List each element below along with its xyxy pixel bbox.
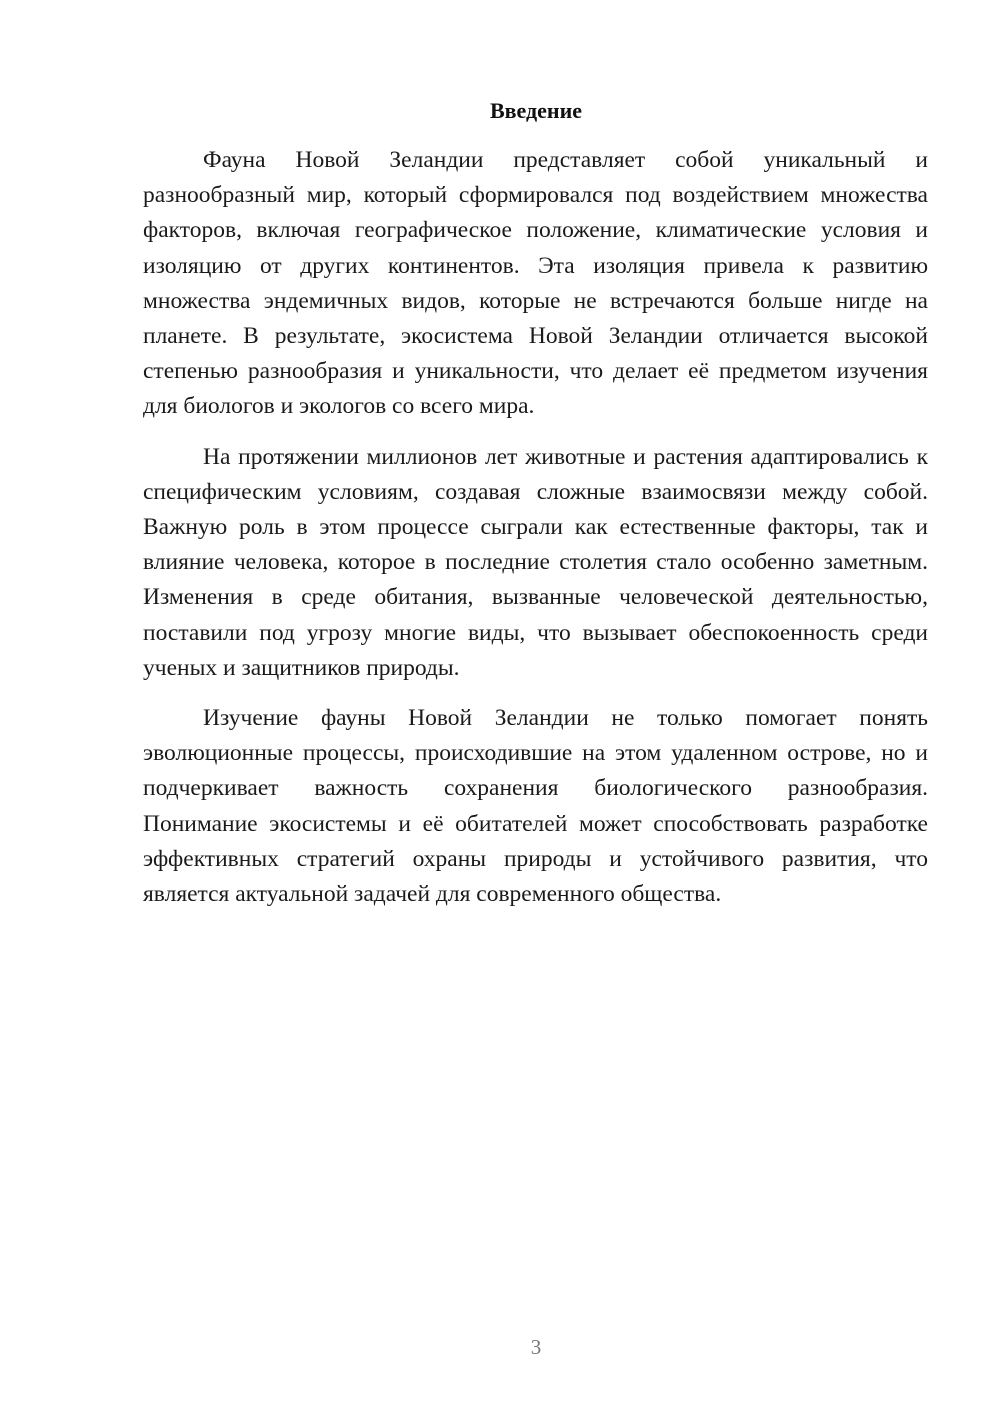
section-heading: Введение [489, 98, 583, 123]
paragraph-3: Изучение фауны Новой Зеландии не только помогает понять эволюционные процессы, происходившие на этом удаленном острове, но и подчеркивает важность сохранения биологического разнообразия. Понимание экосистемы и её обитателей может способствовать разработке эффективных стратегий охраны природы и устойчивого развития, что является актуальной задачей для современного общества. [143, 705, 928, 908]
paragraph-1: Фауна Новой Зеландии представляет собой уникальный и разнообразный мир, который сформировался под воздействием множества факторов, включая географическое положение, климатические условия и изоляцию от других континентов. Эта изоляция привела к развитию множества эндемичных видов, которые не встречаются больше нигде на планете. В результате, экосистема Новой Зеландии отличается высокой степенью разнообразия и уникальности, что делает её предметом изучения для биологов и экологов со всего мира. [143, 147, 928, 420]
body-text [143, 143, 928, 927]
paragraph-2: На протяжении миллионов лет животные и растения адаптировались к специфическим условиям, создавая сложные взаимосвязи между собой. Важную роль в этом процессе сыграли как естественные факторы, так и влияние человека, которое в последние столетия стало особенно заметным. Изменения в среде обитания, вызванные человеческой деятельностью, поставили под угрозу многие виды, что вызывает обеспокоенность среди ученых и защитников природы. [143, 443, 928, 681]
page-number: 3 [530, 1335, 542, 1359]
